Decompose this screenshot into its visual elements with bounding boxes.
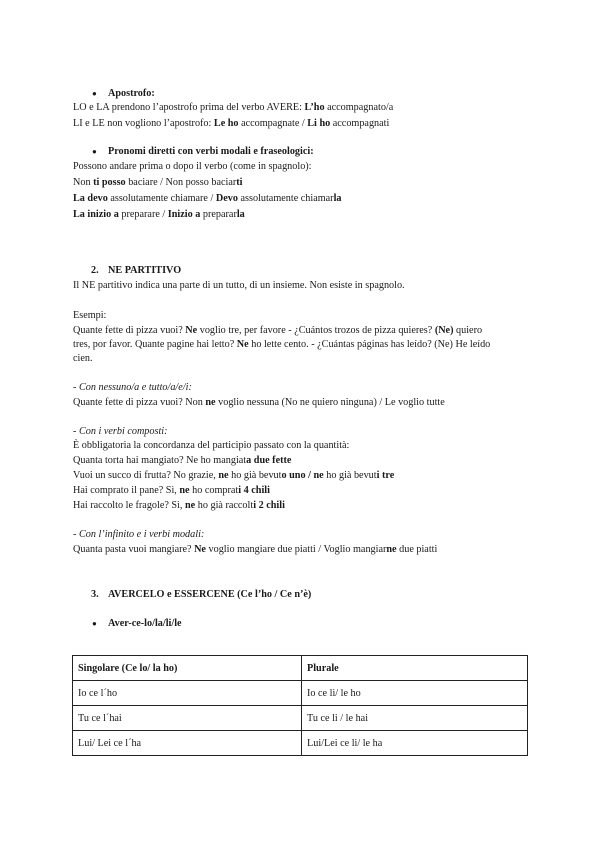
table-header: Singolare (Ce lo/ la ho) bbox=[73, 656, 302, 681]
composti-line-3: Vuoi un succo di frutta? No grazie, ne ho già bevuto uno / ne ho già bevuti tre bbox=[73, 470, 395, 481]
composti-line-1: È obbligatoria la concordanza del participio passato con la quantità: bbox=[73, 440, 350, 451]
bullet-icon: ● bbox=[92, 147, 97, 156]
table-cell: Tu ce l´hai bbox=[73, 706, 302, 731]
section-number: 3. bbox=[91, 589, 99, 600]
table-row bbox=[73, 731, 528, 756]
composti-title: - Con i verbi composti: bbox=[73, 426, 168, 437]
table-cell: Lui/ Lei ce l´ha bbox=[73, 731, 302, 756]
table-row bbox=[73, 681, 528, 706]
table-cell: Io ce l´ho bbox=[73, 681, 302, 706]
table-row bbox=[73, 706, 528, 731]
apostrofo-line-2: LI e LE non vogliono l’apostrofo: Le ho accompagnate / Li ho accompagnati bbox=[73, 118, 390, 129]
pronomi-heading: Pronomi diretti con verbi modali e fraseologici: bbox=[108, 146, 314, 157]
table-cell: Lui/Lei ce li/ le ha bbox=[302, 731, 528, 756]
table-cell: Tu ce li / le hai bbox=[302, 706, 528, 731]
partitivo-heading: NE PARTITIVO bbox=[108, 265, 182, 276]
bullet-icon: ● bbox=[92, 619, 97, 628]
esempi-line-3: cien. bbox=[73, 353, 93, 364]
conjugation-table bbox=[72, 655, 528, 756]
table-header: Plurale bbox=[302, 656, 528, 681]
nessuno-title: - Con nessuno/a e tutto/a/e/i: bbox=[73, 382, 192, 393]
modali-title: - Con l’infinito e i verbi modali: bbox=[73, 529, 205, 540]
avercelo-heading: AVERCELO e ESSERCENE (Ce l’ho / Ce n’è) bbox=[108, 589, 312, 600]
bullet-icon: ● bbox=[92, 89, 97, 98]
partitivo-intro: Il NE partitivo indica una parte di un tutto, di un insieme. Non esiste in spagnolo. bbox=[73, 280, 405, 291]
esempi-line-2: tres, por favor. Quante pagine hai letto? Ne ho lette cento. - ¿Cuántas páginas has leído? (Ne) He leído bbox=[73, 339, 491, 350]
modali-example: Quanta pasta vuoi mangiare? Ne voglio mangiare due piatti / Voglio mangiarne due piatti bbox=[73, 544, 438, 555]
avercelo-sub: Aver-ce-lo/la/li/le bbox=[108, 618, 182, 629]
composti-line-5: Hai raccolto le fragole? Sì, ne ho già raccolti 2 chili bbox=[73, 500, 285, 511]
table-cell: Io ce li/ le ho bbox=[302, 681, 528, 706]
composti-line-2: Quanta torta hai mangiato? Ne ho mangiata due fette bbox=[73, 455, 292, 466]
composti-line-4: Hai comprato il pane? Sì, ne ho comprati 4 chili bbox=[73, 485, 270, 496]
pronomi-line-3: La devo assolutamente chiamare / Devo assolutamente chiamarla bbox=[73, 193, 342, 204]
esempi-label: Esempi: bbox=[73, 310, 107, 321]
table-header-row bbox=[73, 656, 528, 681]
apostrofo-line-1: LO e LA prendono l’apostrofo prima del verbo AVERE: L’ho accompagnato/a bbox=[73, 102, 394, 113]
nessuno-example: Quante fette di pizza vuoi? Non ne voglio nessuna (No ne quiero ninguna) / Le voglio tutte bbox=[73, 397, 445, 408]
pronomi-line-4: La inizio a preparare / Inizio a prepararla bbox=[73, 209, 245, 220]
section-number: 2. bbox=[91, 265, 99, 276]
esempi-line-1: Quante fette di pizza vuoi? Ne voglio tre, per favore - ¿Cuántos trozos de pizza quieres? (Ne) quiero bbox=[73, 325, 483, 336]
pronomi-line-2: Non ti posso baciare / Non posso baciarti bbox=[73, 177, 243, 188]
apostrofo-heading: Apostrofo: bbox=[108, 88, 155, 99]
pronomi-line-1: Possono andare prima o dopo il verbo (come in spagnolo): bbox=[73, 161, 312, 172]
